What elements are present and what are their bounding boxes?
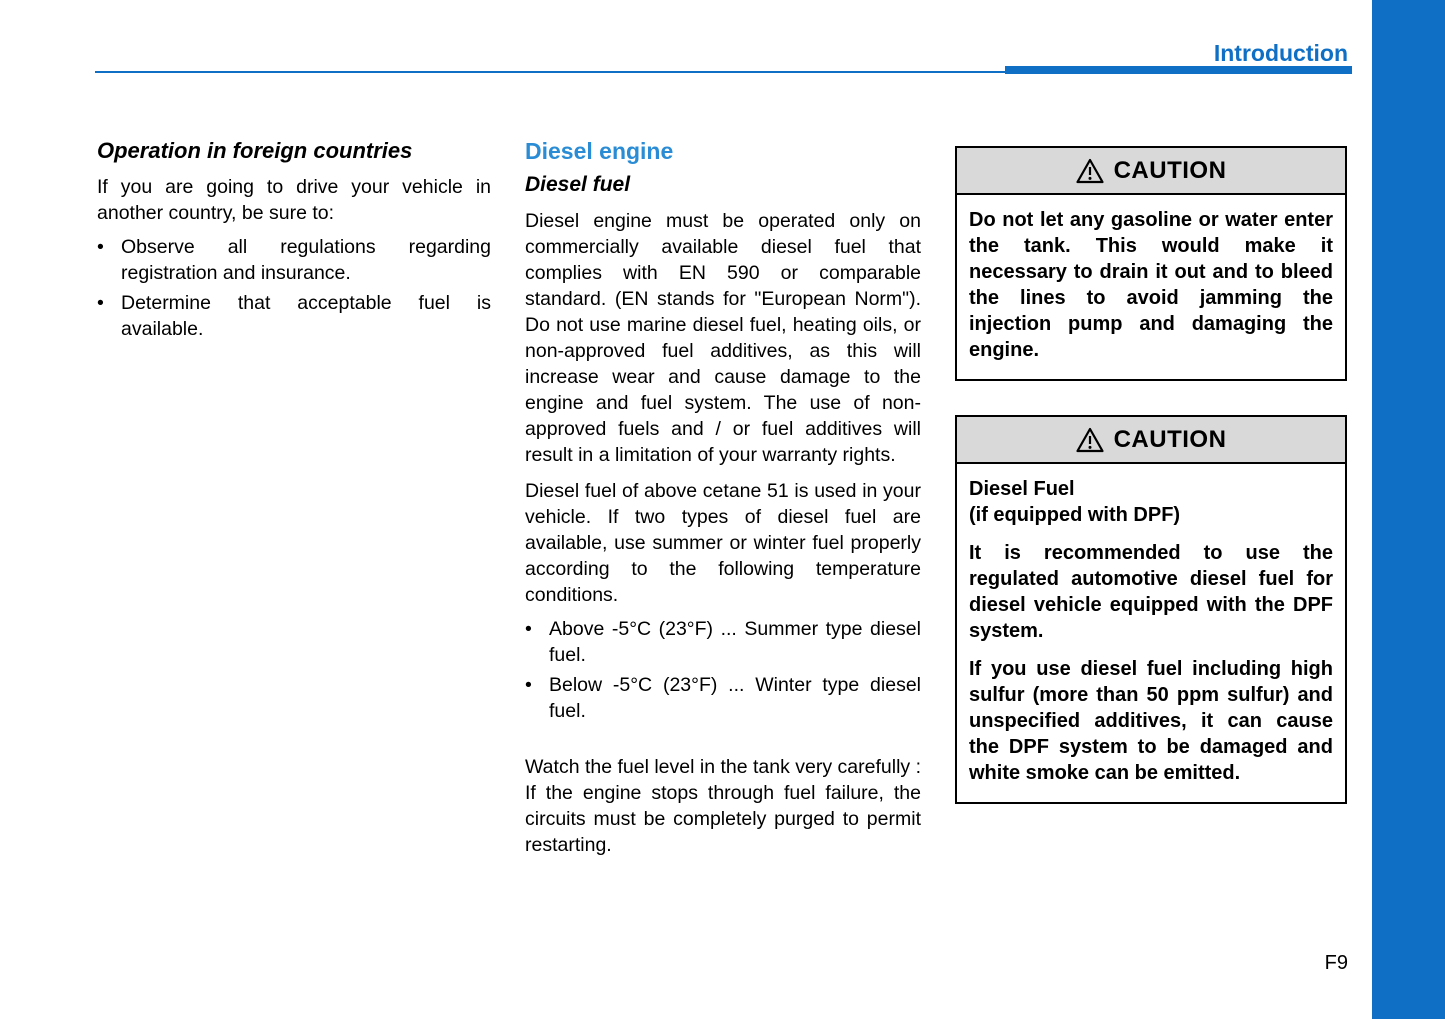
paragraph: If you are going to drive your vehicle in another country, be sure to: bbox=[97, 176, 491, 224]
subsection-heading: Diesel fuel bbox=[525, 173, 631, 196]
list-item bbox=[525, 672, 921, 724]
header-rule-thick bbox=[1005, 66, 1352, 74]
caution-body bbox=[957, 195, 1345, 379]
section-heading: Diesel engine bbox=[525, 138, 674, 164]
edge-accent-bar bbox=[1372, 0, 1445, 1019]
paragraph: Diesel fuel of above cetane 51 is used in your vehicle. If two types of diesel fuel are available, use summer or winter fuel properly according to the following temperature conditions. bbox=[525, 480, 921, 606]
caution-header bbox=[957, 148, 1345, 195]
list-item-text: Below -5°C (23°F) ... Winter type diesel fuel. bbox=[549, 674, 921, 722]
bullet-marker: • bbox=[97, 292, 104, 314]
list-item-text: Above -5°C (23°F) ... Summer type diesel fuel. bbox=[549, 618, 921, 666]
column-diesel-engine bbox=[525, 138, 921, 866]
list-item-text: Determine that acceptable fuel is available. bbox=[121, 292, 491, 340]
caution-text: It is recommended to use the regulated automotive diesel fuel for diesel vehicle equipped with the DPF system. bbox=[969, 542, 1333, 642]
caution-title: CAUTION bbox=[1113, 156, 1227, 184]
list-item bbox=[97, 290, 491, 342]
bullet-marker: • bbox=[525, 618, 532, 640]
caution-box-gasoline-water bbox=[955, 146, 1347, 381]
column-foreign-countries bbox=[97, 138, 491, 346]
paragraph: Watch the fuel level in the tank very carefully : If the engine stops through fuel failure, the circuits must be completely purged to permit restarting. bbox=[525, 756, 921, 856]
page-number: F9 bbox=[1324, 952, 1348, 974]
caution-text: Do not let any gasoline or water enter the tank. This would make it necessary to drain it out and to bleed the lines to avoid jamming the injection pump and damaging the engine. bbox=[969, 209, 1333, 361]
column-cautions bbox=[955, 146, 1347, 838]
warning-triangle-icon bbox=[1076, 158, 1104, 184]
header-rule-thin bbox=[95, 71, 1005, 73]
page-header-title: Introduction bbox=[1213, 40, 1348, 66]
caution-title: CAUTION bbox=[1113, 425, 1227, 453]
section-heading: Operation in foreign countries bbox=[97, 138, 413, 163]
list-item-text: Observe all regulations regarding registration and insurance. bbox=[121, 236, 491, 284]
caution-subtitle: (if equipped with DPF) bbox=[969, 504, 1181, 526]
list-item bbox=[97, 234, 491, 286]
bullet-marker: • bbox=[525, 674, 532, 696]
caution-subtitle: Diesel Fuel bbox=[969, 478, 1075, 500]
caution-header bbox=[957, 417, 1345, 464]
warning-triangle-icon bbox=[1076, 427, 1104, 453]
caution-text: If you use diesel fuel including high sulfur (more than 50 ppm sulfur) and unspecified additives, it can cause the DPF system to be damaged and white smoke can be emitted. bbox=[969, 658, 1333, 784]
caution-box-diesel-fuel-dpf bbox=[955, 415, 1347, 804]
caution-body bbox=[957, 464, 1345, 802]
paragraph: Diesel engine must be operated only on commercially available diesel fuel that complies with EN 590 or comparable standard. (EN stands for "European Norm"). Do not use marine diesel fuel, heating oils, or non-approved fuel additives, as this will increase wear and cause damage to the engine and fuel system. The use of non-approved fuels and / or fuel additives will result in a limitation of your warranty rights. bbox=[525, 210, 921, 466]
list-item bbox=[525, 616, 921, 668]
bullet-marker: • bbox=[97, 236, 104, 258]
